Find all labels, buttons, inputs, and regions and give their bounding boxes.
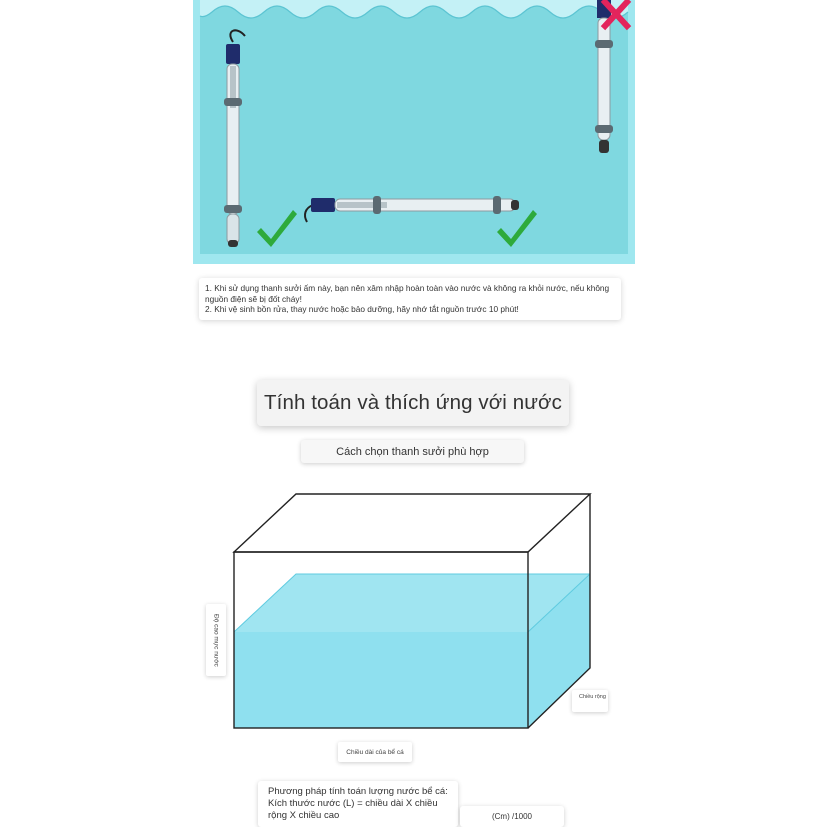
water-height-label: Độ cao mực nước [206,604,226,676]
water-volume-formula: Phương pháp tính toán lượng nước bể cá: Kích thước nước (L) = chiều dài X chiều rộng X chiều cao [258,781,458,827]
section-title: Tính toán và thích ứng với nước [257,380,569,426]
tank-length-label: Chiều dài của bể cá [338,742,412,762]
note-2: 2. Khi vệ sinh bồn rửa, thay nước hoặc bảo dưỡng, hãy nhớ tắt nguồn trước 10 phút! [205,304,519,314]
water-front-face [234,632,528,728]
tank-diagram [200,488,620,748]
tank-width-label: Chiều rộng [572,690,608,712]
formula-unit: (Cm) /1000 [460,806,564,827]
note-1: 1. Khi sử dụng thanh sưởi ấm này, bạn nên xâm nhập hoàn toàn vào nước và không ra khỏi nước, nếu không nguồn điện sẽ bị đốt cháy! [205,283,610,304]
aquarium-illustration [193,0,635,264]
section-subtitle: Cách chọn thanh sưởi phù hợp [301,440,524,463]
usage-notes [199,278,621,320]
